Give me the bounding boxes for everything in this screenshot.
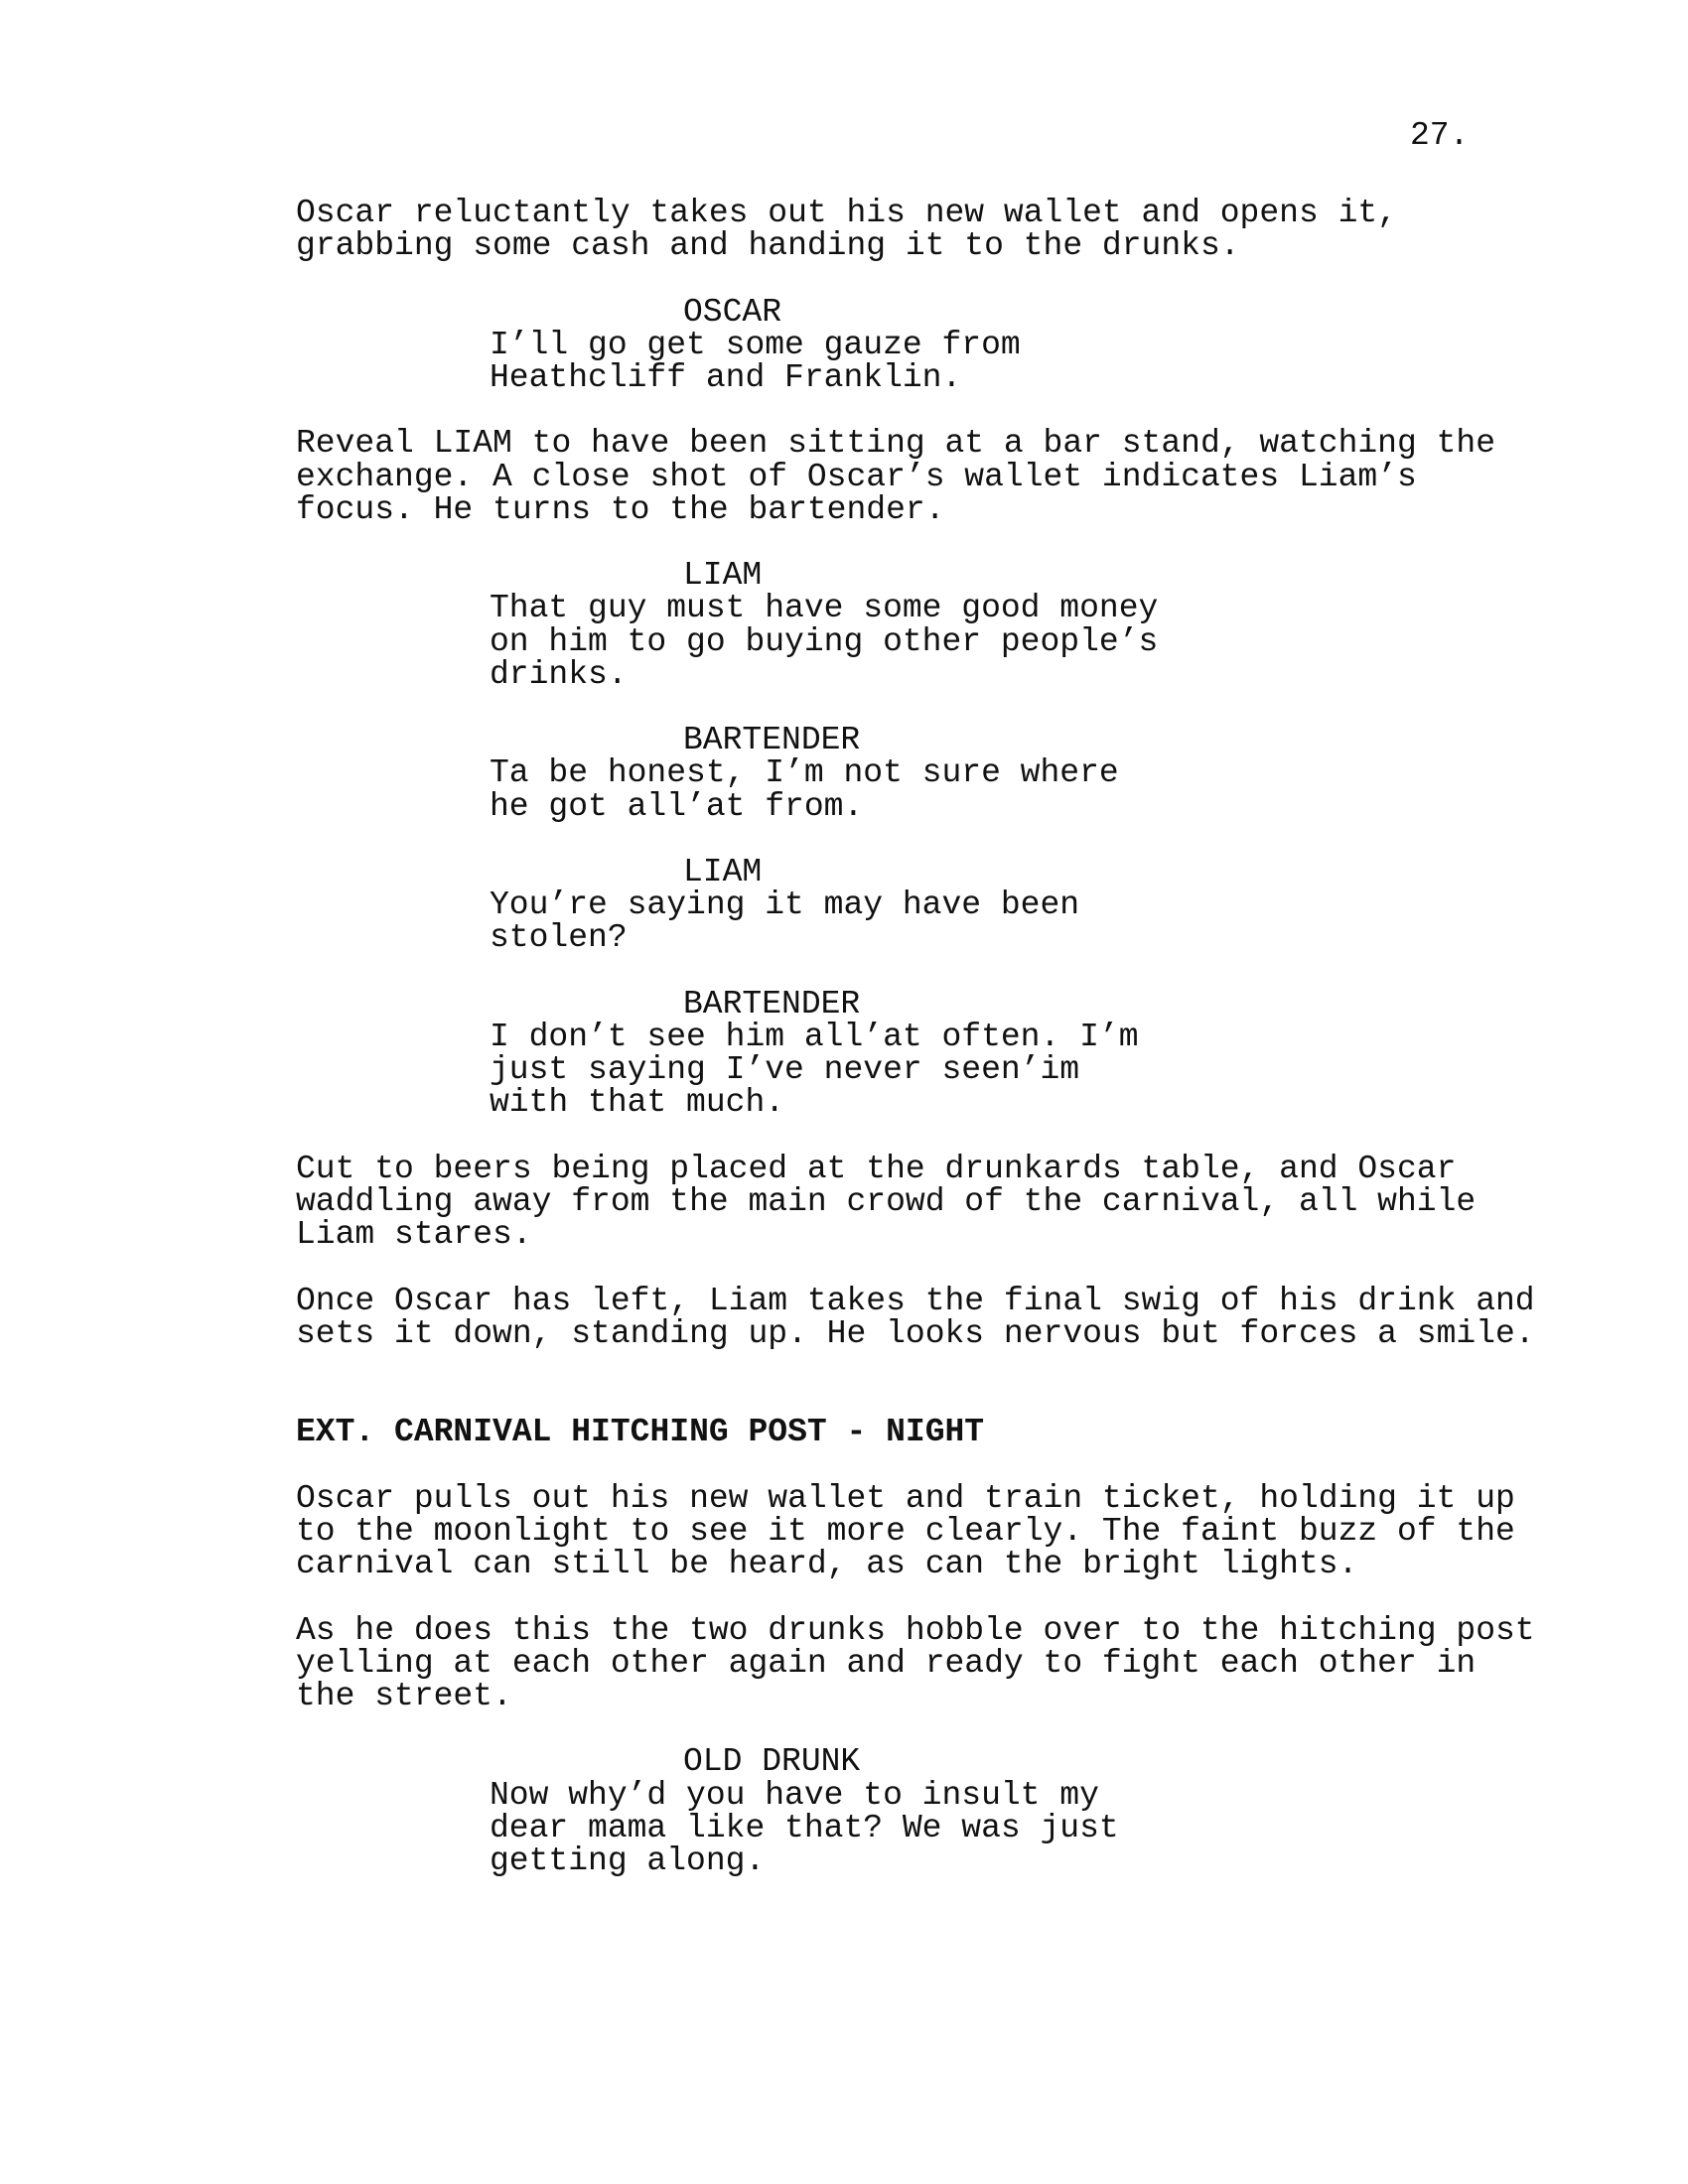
dialogue-line: he got all’at from.: [490, 787, 864, 825]
character-name: LIAM: [683, 557, 763, 595]
action-line: sets it down, standing up. He looks nervous but forces a smile.: [296, 1314, 1535, 1352]
action-line: grabbing some cash and handing it to the drunks.: [296, 227, 1240, 265]
action-line: waddling away from the main crowd of the carnival, all while: [296, 1182, 1477, 1220]
dialogue-line: You’re saying it may have been: [490, 887, 1080, 924]
dialogue-line: That guy must have some good money: [490, 590, 1159, 627]
action-line: exchange. A close shot of Oscar’s wallet indicates Liam’s: [296, 458, 1417, 495]
character-name: BARTENDER: [683, 722, 861, 759]
dialogue-line: on him to go buying other people’s: [490, 622, 1159, 660]
character-name: BARTENDER: [683, 985, 861, 1023]
action-line: the street.: [296, 1677, 512, 1714]
scene-heading: EXT. CARNIVAL HITCHING POST - NIGHT: [296, 1414, 985, 1451]
action-line: Liam stares.: [296, 1216, 532, 1254]
action-line: Oscar pulls out his new wallet and train ticket, holding it up: [296, 1479, 1515, 1517]
page-number: 27.: [1410, 117, 1470, 154]
dialogue-line: I don’t see him all’at often. I’m: [490, 1018, 1139, 1055]
action-line: Oscar reluctantly takes out his new wallet and opens it,: [296, 195, 1397, 231]
action-line: focus. He turns to the bartender.: [296, 490, 945, 528]
dialogue-line: getting along.: [490, 1842, 766, 1879]
character-name: OLD DRUNK: [683, 1743, 861, 1781]
action-line: As he does this the two drunks hobble over to the hitching post: [296, 1611, 1535, 1649]
action-line: yelling at each other again and ready to fight each other in: [296, 1644, 1477, 1682]
action-line: to the moonlight to see it more clearly. The faint buzz of the: [296, 1512, 1515, 1550]
character-name: OSCAR: [683, 293, 782, 331]
dialogue-line: dear mama like that? We was just: [490, 1809, 1119, 1846]
action-line: Once Oscar has left, Liam takes the final swig of his drink and: [296, 1282, 1535, 1319]
dialogue-line: Ta be honest, I’m not sure where: [490, 754, 1119, 792]
action-line: Cut to beers being placed at the drunkards table, and Oscar: [296, 1150, 1457, 1187]
dialogue-line: with that much.: [490, 1084, 785, 1122]
dialogue-line: I’ll go get some gauze from: [490, 326, 1021, 363]
action-line: carnival can still be heard, as can the bright lights.: [296, 1546, 1358, 1583]
action-line: Reveal LIAM to have been sitting at a bar stand, watching the: [296, 425, 1495, 463]
dialogue-line: just saying I’ve never seen’im: [490, 1051, 1080, 1089]
character-name: LIAM: [683, 853, 763, 890]
dialogue-line: Heathcliff and Franklin.: [490, 359, 962, 396]
dialogue-line: Now why’d you have to insult my: [490, 1776, 1099, 1814]
dialogue-line: stolen?: [490, 919, 628, 957]
dialogue-line: drinks.: [490, 655, 628, 693]
script-body: [296, 197, 1557, 1877]
